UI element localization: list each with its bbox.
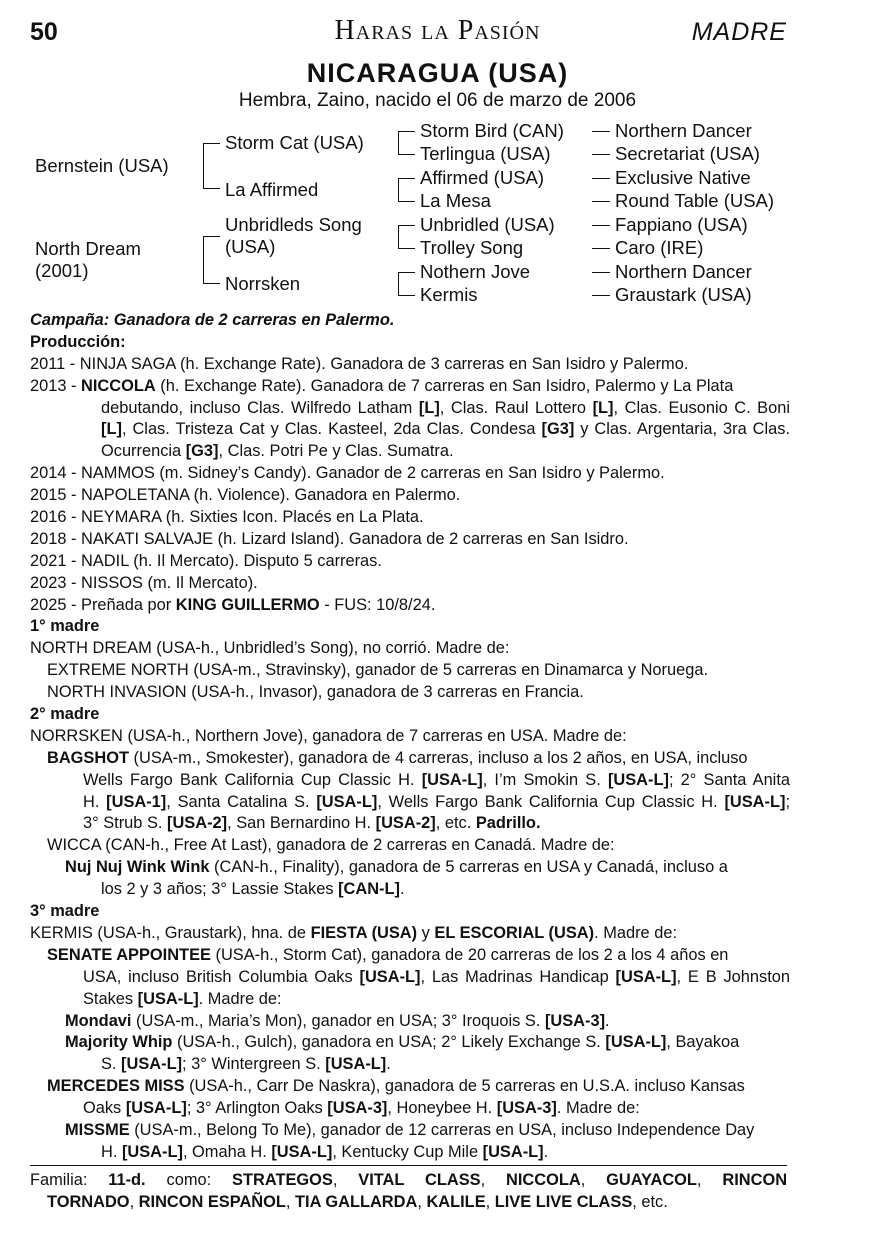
bracket (398, 272, 415, 296)
bracket (398, 225, 415, 249)
offspring-line-cont: USA, incluso British Columbia Oaks [USA-L], Las Madrinas Handicap [USA-L], E B Johnston (83, 967, 790, 986)
offspring-line-cont: H. [USA-L], Omaha H. [USA-L], Kentucky Cup Mile [USA-L]. (101, 1142, 549, 1161)
pedigree-gen4: Northern Dancer (615, 120, 752, 141)
family-member: TORNADO (47, 1192, 130, 1211)
family-member: RINCON ESPAÑOL (138, 1192, 286, 1211)
pedigree-gen2: La Affirmed (225, 179, 319, 200)
pedigree-gen4: Northern Dancer (615, 261, 752, 282)
pedigree-gen3: Storm Bird (CAN) (420, 120, 564, 141)
dash (592, 272, 610, 273)
catalog-body (30, 310, 790, 1164)
production-entry-cont: Ocurrencia [G3], Clas. Potri Pe y Clas. Sumatra. (101, 442, 454, 461)
production-entry-cont: [L], Clas. Tristeza Cat y Clas. Kasteel, 2da Clas. Condesa [G3] y Clas. Argentaria, 3ra Clas. (101, 420, 790, 439)
pedigree-gen2: Unbridleds Song (USA) (225, 214, 362, 257)
pedigree-gen3: Terlingua (USA) (420, 143, 551, 164)
production-heading: Producción: (30, 332, 126, 351)
horse-subtitle: Hembra, Zaino, nacido el 06 de marzo de 2006 (238, 90, 637, 111)
pedigree-gen3: Unbridled (USA) (420, 214, 555, 235)
dash (592, 295, 610, 296)
production-entry: 2013 - NICCOLA (h. Exchange Rate). Ganadora de 7 carreras en San Isidro, Palermo y La Plata (30, 376, 734, 395)
pedigree-dam: North Dream (2001) (35, 238, 141, 281)
pedigree-gen4: Fappiano (USA) (615, 214, 748, 235)
production-entry-cont: debutando, incluso Clas. Wilfredo Latham [L], Clas. Raul Lottero [L], Clas. Eusonio C. Boni (101, 398, 790, 417)
offspring-line: NORTH INVASION (USA-h., Invasor), ganadora de 3 carreras en Francia. (47, 683, 584, 702)
family-member: KALILE (426, 1192, 486, 1211)
pedigree-gen4: Caro (IRE) (615, 237, 704, 258)
offspring-line: EXTREME NORTH (USA-m., Stravinsky), ganador de 5 carreras en Dinamarca y Noruega. (47, 661, 709, 680)
offspring-line: SENATE APPOINTEE (USA-h., Storm Cat), ganadora de 20 carreras de los 2 a los 4 años en (47, 945, 729, 964)
production-entry: 2015 - NAPOLETANA (h. Violence). Ganadora en Palermo. (30, 486, 461, 505)
family-member: VITAL CLASS (358, 1171, 481, 1189)
production-entry: 2018 - NAKATI SALVAJE (h. Lizard Island). Ganadora de 2 carreras en San Isidro. (30, 529, 629, 548)
family-member: STRATEGOS (232, 1171, 333, 1189)
family-member: RINCON (722, 1171, 788, 1189)
section-label: MADRE (691, 18, 787, 46)
horse-name: NICARAGUA (USA) (306, 58, 569, 88)
pedigree-gen3: Nothern Jove (420, 261, 531, 282)
pedigree-sire: Bernstein (USA) (35, 155, 169, 176)
pedigree-gen4: Graustark (USA) (615, 284, 752, 305)
dam-line: NORRSKEN (USA-h., Northern Jove), ganadora de 7 carreras en USA. Madre de: (30, 726, 627, 745)
brand-title: Haras la Pasión (334, 15, 541, 46)
footer-divider (30, 1165, 787, 1166)
offspring-line: MERCEDES MISS (USA-h., Carr De Naskra), ganadora de 5 carreras en U.S.A. incluso Kansas (47, 1077, 745, 1096)
offspring-line-cont: Wells Fargo Bank California Cup Classic H. [USA-L], I’m Smokin S. [USA-L]; 2° Santa Anita (83, 770, 790, 789)
offspring-line: BAGSHOT (USA-m., Smokester), ganadora de 4 carreras, incluso a los 2 años, en USA, incluso (47, 748, 748, 767)
pedigree-gen3: La Mesa (420, 190, 491, 211)
pedigree-gen3: Trolley Song (420, 237, 524, 258)
dash (592, 201, 610, 202)
offspring-line-cont: S. [USA-L]; 3° Wintergreen S. [USA-L]. (101, 1055, 391, 1074)
production-entry: 2016 - NEYMARA (h. Sixties Icon. Placés en La Plata. (30, 508, 424, 527)
production-entry: 2014 - NAMMOS (m. Sidney’s Candy). Ganador de 2 carreras en San Isidro y Palermo. (30, 464, 665, 483)
dash (592, 131, 610, 132)
pedigree-gen4: Secretariat (USA) (615, 143, 760, 164)
dam-heading: 2° madre (30, 705, 100, 724)
dash (592, 178, 610, 179)
family-member: GUAYACOL (606, 1171, 697, 1189)
offspring-line-cont: Stakes [USA-L]. Madre de: (83, 989, 282, 1008)
family-member: NICCOLA (506, 1171, 581, 1189)
dam-heading: 3° madre (30, 902, 100, 921)
offspring-line: MISSME (USA-m., Belong To Me), ganador de 12 carreras en USA, incluso Independence Day (65, 1120, 755, 1139)
production-entry: 2011 - NINJA SAGA (h. Exchange Rate). Ganadora de 3 carreras en San Isidro y Palermo. (30, 354, 689, 373)
bracket (203, 143, 220, 189)
offspring-name: NICCOLA (81, 376, 156, 395)
dash (592, 248, 610, 249)
pedigree-gen3: Affirmed (USA) (420, 167, 545, 188)
offspring-line-cont: H. [USA-1], Santa Catalina S. [USA-L], Wells Fargo Bank California Cup Classic H. [USA-L]; (83, 792, 790, 811)
pedigree-gen2: Storm Cat (USA) (225, 132, 364, 153)
bracket (398, 131, 415, 155)
production-entry: 2023 - NISSOS (m. Il Mercato). (30, 573, 258, 592)
offspring-line: Majority Whip (USA-h., Gulch), ganadora en USA; 2° Likely Exchange S. [USA-L], Bayakoa (65, 1033, 740, 1052)
offspring-line: Mondavi (USA-m., Maria’s Mon), ganador en USA; 3° Iroquois S. [USA-3]. (65, 1011, 610, 1030)
campaign-line: Campaña: Ganadora de 2 carreras en Palermo. (30, 311, 395, 329)
pedigree-gen4: Round Table (USA) (615, 190, 775, 211)
pedigree-gen4: Exclusive Native (615, 167, 751, 188)
family-footer (30, 1170, 787, 1214)
offspring-line-cont: 3° Strub S. [USA-2], San Bernardino H. [USA-2], etc. Padrillo. (83, 814, 541, 833)
family-line: Familia: 11-d. como: STRATEGOS, VITAL CLASS, NICCOLA, GUAYACOL, RINCON (30, 1171, 788, 1189)
dam-heading: 1° madre (30, 617, 100, 636)
pedigree-gen3: Kermis (420, 284, 478, 305)
dash (592, 225, 610, 226)
dash (592, 154, 610, 155)
stallion-name: KING GUILLERMO (175, 595, 320, 614)
page-number: 50 (30, 18, 58, 46)
pedigree-gen2: Norrsken (225, 273, 301, 294)
bracket (398, 178, 415, 202)
dam-line: KERMIS (USA-h., Graustark), hna. de FIESTA (USA) y EL ESCORIAL (USA). Madre de: (30, 923, 677, 942)
family-line: TORNADO, RINCON ESPAÑOL, TIA GALLARDA, KALILE, LIVE LIVE CLASS, etc. (47, 1192, 668, 1211)
family-member: TIA GALLARDA (295, 1192, 418, 1211)
offspring-line-cont: Oaks [USA-L]; 3° Arlington Oaks [USA-3], Honeybee H. [USA-3]. Madre de: (83, 1099, 640, 1118)
dam-line: NORTH DREAM (USA-h., Unbridled’s Song), no corrió. Madre de: (30, 639, 510, 658)
offspring-line: Nuj Nuj Wink Wink (CAN-h., Finality), ganadora de 5 carreras en USA y Canadá, incluso a (65, 858, 728, 877)
production-entry: 2021 - NADIL (h. Il Mercato). Disputo 5 carreras. (30, 551, 382, 570)
offspring-line: WICCA (CAN-h., Free At Last), ganadora de 2 carreras en Canadá. Madre de: (47, 836, 615, 855)
family-member: LIVE LIVE CLASS (494, 1192, 633, 1211)
bracket (203, 236, 220, 284)
offspring-line-cont: los 2 y 3 años; 3° Lassie Stakes [CAN-L]. (101, 880, 405, 899)
production-entry: 2025 - Preñada por KING GUILLERMO - FUS: 10/8/24. (30, 595, 436, 614)
